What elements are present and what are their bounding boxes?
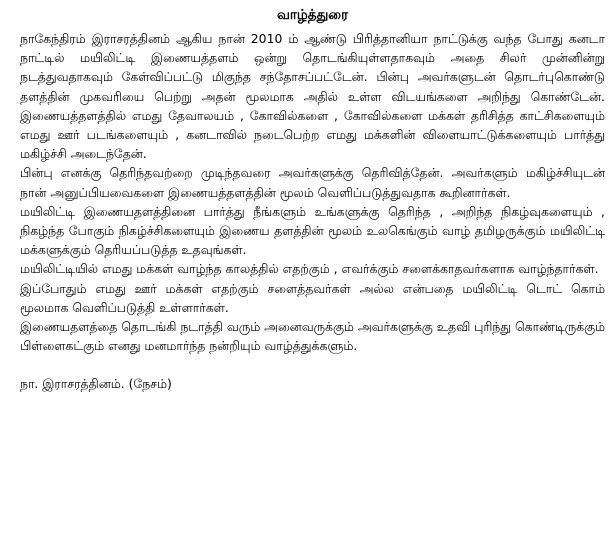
document-title: வாழ்த்துரை bbox=[276, 7, 349, 23]
signature: நா. இராசரத்தினம். (நேசம்) bbox=[20, 376, 172, 392]
paragraph-appeal: மயிலிட்டி இணையதளத்தினை பார்த்து நீங்களும் உங்களுக்கு தெரிந்த , அறிந்த நிகழ்வுகளையும் , நிகழ்ந்த போகும் நிகழ்ச்சிகளையும் இணைய தளத்தின் மூலம் உலகெங்கும் வாழ் தமிழருக்கும் மயிலிட்டி மக்களுக்கும் தெரியப்படுத்த உதவுங்கள். bbox=[20, 203, 605, 258]
paragraph-present: இப்போதும் எமது ஊர் மக்கள் எதற்கும் சளைத்தவர்கள் அல்ல என்பதை மயிலிட்டி டொட் கொம் மூலமாக வெளிப்படுத்தி உள்ளார்கள். bbox=[20, 280, 605, 315]
paragraph-response: பின்பு எனக்கு தெரிந்தவற்றை முடிந்தவரை அவர்களுக்கு தெரிவித்தேன். அவர்களும் மகிழ்ச்சியுடன் நான் அனுப்பியவைகளை இணையத்தளத்தின் மூலம் வெளிப்படுத்துவதாக கூறினார்கள். bbox=[20, 165, 605, 200]
paragraph-thanks: இணையதளத்தை தொடங்கி நடாத்தி வரும் அனைவருக்கும் அவர்களுக்கு உதவி புரிந்து கொண்டிருக்கும் பிள்ளைகட்கும் எனது மனமார்ந்த நன்றியும் வாழ்த்துக்களும். bbox=[20, 319, 605, 354]
paragraph-history: மயிலிட்டியில் எமது மக்கள் வாழ்ந்த காலத்தில் எதற்கும் , எவர்க்கும் சளைக்காதவர்களாக வாழ்ந்தார்கள். bbox=[20, 261, 599, 277]
paragraph-intro: நாகேந்திரம் இராசரத்தினம் ஆகிய நான் 2010 ம் ஆண்டு பிரித்தானியா நாட்டுக்கு வந்த போது கனடா நாட்டில் மயிலிட்டி இணையத்தளம் ஒன்று தொடங்கியுள்ளதாகவும் அதை சிலர் முன்னின்று நடத்துவதாகவும் கேள்விப்பட்டு மிகுந்த சந்தோசப்பட்டேன். பின்பு அவர்களுடன் தொடர்புகொண்டு தளத்தின் முகவரியை பெற்று அதன் மூலமாக அதில் உள்ள விடயங்களை அறிந்து கொண்டேன். இணையத்தளத்தில் எமது தேவாலயம் , கோவில்களை , கோவில்களை மக்கள் தரிசித்த காட்சிகளையும் எமது ஊர் படங்களையும் , கனடாவில் நடைபெற்ற எமது மக்களின் விளையாட்டுக்களையும் பார்த்து மகிழ்ச்சி அடைந்தேன். bbox=[20, 31, 605, 162]
